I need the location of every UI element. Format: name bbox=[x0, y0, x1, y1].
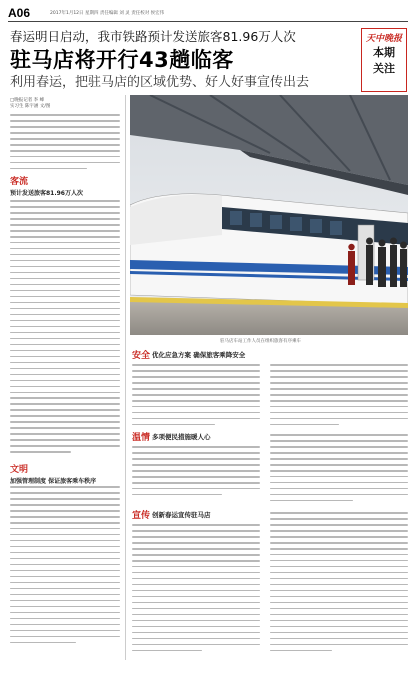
right-body-1 bbox=[270, 364, 408, 430]
section-title: 预计发送旅客81.96万人次 bbox=[10, 190, 83, 197]
section-keyword: 安全 bbox=[132, 351, 151, 361]
section-header-safety bbox=[132, 348, 245, 361]
section-keyword: 宣传 bbox=[132, 511, 151, 521]
column-label-line2: 关注 bbox=[373, 62, 395, 75]
left-body-2 bbox=[10, 200, 120, 457]
section-header-civility bbox=[10, 462, 120, 485]
section-title: 多项便民措施暖人心 bbox=[152, 433, 211, 441]
section-header-warmth bbox=[132, 430, 211, 443]
page-meta: 2017年1月12日 星期四 责任编辑 刘 灵 责任校对 侯宏伟 bbox=[50, 11, 165, 16]
page-header bbox=[8, 6, 408, 22]
mid-body-1 bbox=[132, 364, 260, 430]
right-body-3 bbox=[270, 512, 408, 656]
section-title: 优化应急方案 确保旅客乘降安全 bbox=[152, 351, 246, 359]
right-body-2 bbox=[270, 434, 408, 506]
column-badge bbox=[361, 28, 407, 92]
section-keyword: 客流 bbox=[10, 177, 29, 187]
section-keyword: 文明 bbox=[10, 465, 29, 475]
section-keyword: 温情 bbox=[132, 433, 151, 443]
article-subhead: 利用春运，把驻马店的区域优势、好人好事宣传出去 bbox=[10, 75, 310, 90]
section-header-publicity bbox=[132, 508, 211, 521]
byline: □晚报记者 李 峰 实习生 陈宇涵 文/图 bbox=[10, 98, 51, 109]
column-divider bbox=[125, 95, 126, 660]
left-body-3 bbox=[10, 486, 120, 648]
mid-body-3 bbox=[132, 524, 260, 656]
mid-body-2 bbox=[132, 446, 260, 500]
newspaper-brand: 天中晚报 bbox=[365, 34, 402, 44]
column-label bbox=[362, 45, 406, 77]
column-label-line1: 本期 bbox=[373, 46, 395, 59]
page-number: A06 bbox=[8, 6, 31, 20]
section-title: 创新春运宣传驻马店 bbox=[152, 511, 211, 519]
train-photo bbox=[130, 95, 408, 335]
left-body-1 bbox=[10, 114, 120, 174]
article-kicker: 春运明日启动，我市铁路预计发送旅客81.96万人次 bbox=[10, 29, 296, 44]
article-headline: 驻马店将开行43趟临客 bbox=[10, 48, 234, 72]
section-header-passenger-flow bbox=[10, 174, 120, 197]
section-title: 加强管理制度 保证旅客乘车秩序 bbox=[10, 478, 97, 485]
photo-caption: 驻马店车站工作人员在组织旅客有序乘车 bbox=[220, 339, 301, 344]
